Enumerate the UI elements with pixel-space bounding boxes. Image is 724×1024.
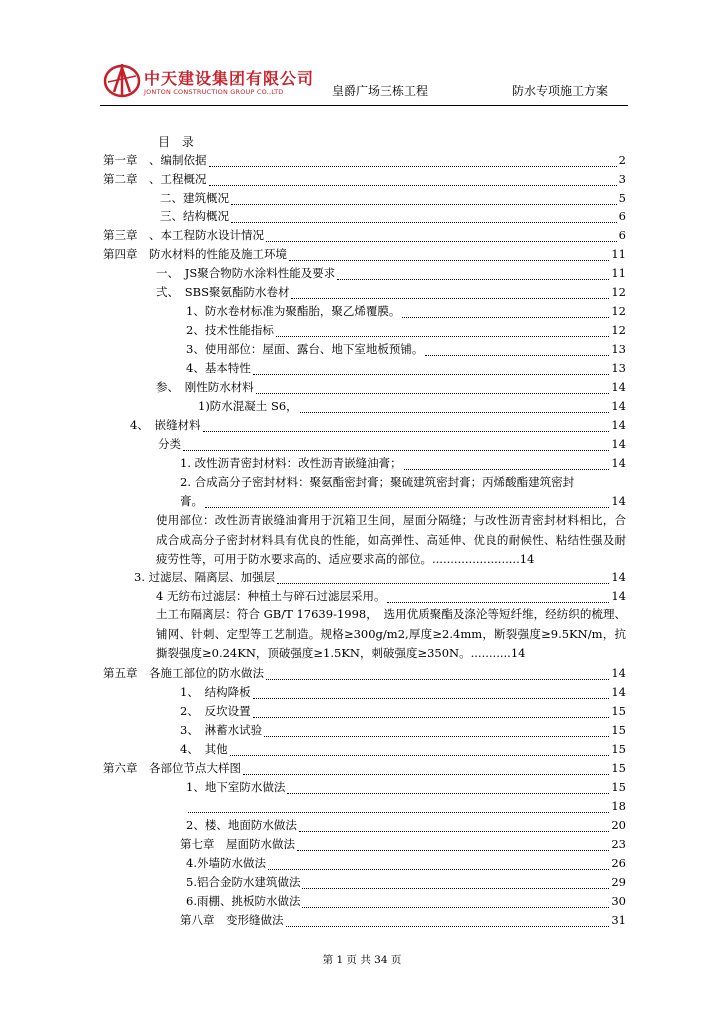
leader-dots — [291, 297, 609, 299]
toc-entry[interactable]: 3、 淋蓄水试验 15 — [180, 723, 626, 737]
leader-dots — [256, 392, 610, 394]
geotextile-paragraph: 土工布隔离层：符合 GB/T 17639-1998， 选用优质聚酯及涤沦等短纤维，经纺织的梳理、铺网、针刺、定型等工艺制造。规格≥300g/m2,厚度≥2.4mm，断裂强度≥9.5KN/m，抗撕裂强度≥0.24KN，顶破强度≥1.5KN，刺破强度≥350N。...........14 — [156, 607, 626, 660]
toc-entry[interactable]: 第一章 、编制依据 2 — [103, 153, 626, 167]
leader-dots — [264, 735, 609, 737]
page-footer: 第 1 页 共 34 页 — [322, 954, 402, 966]
leader-dots — [253, 697, 610, 699]
leader-dots — [287, 792, 609, 794]
leader-dots — [276, 335, 610, 337]
toc-entry[interactable]: 4、 嵌缝材料 14 — [130, 418, 626, 432]
toc-entry[interactable]: 第二章 、工程概况 3 — [103, 172, 626, 186]
toc-entry[interactable]: 1、地下室防水做法 15 — [186, 780, 626, 794]
toc-entry[interactable]: 4、 其他 15 — [180, 742, 626, 756]
toc-entry[interactable]: 1、 结构降板 14 — [180, 685, 626, 699]
toc-entry[interactable]: 弍、 SBS聚氨酯防水卷材 12 — [156, 285, 626, 299]
geotextile-paragraph-text: 土工布隔离层：符合 GB/T 17639-1998， 选用优质聚酯及涤沦等短纤维，经纺织的梳理、铺网、针刺、定型等工艺制造。规格≥300g/m2,厚度≥2.4mm，断裂强度≥9.5KN/m，抗撕裂强度≥0.24KN，顶破强度≥1.5KN，刺破强度≥350N。 — [156, 607, 626, 660]
toc-entry[interactable]: 3、使用部位：屋面、露台、地下室地板预铺。 13 — [186, 342, 626, 356]
toc-entry[interactable]: 5.铝合金防水建筑做法 29 — [186, 875, 626, 889]
toc-entry[interactable]: 1、防水卷材标准为聚酯胎，聚乙烯覆膜。 12 — [186, 304, 626, 318]
leader-dots — [209, 184, 617, 186]
leader-dots — [268, 868, 609, 870]
leader-dots — [205, 506, 609, 508]
leader-dots — [231, 221, 617, 223]
leader-dots — [183, 449, 609, 451]
toc-entry[interactable]: 膏。 14 — [180, 494, 626, 508]
leader-dots — [297, 849, 609, 851]
toc-entry[interactable]: 2、技术性能指标 12 — [186, 323, 626, 337]
page-header — [100, 58, 628, 106]
company-name-cn: 中天建设集团有限公司 — [144, 69, 315, 88]
toc-entry[interactable]: 第五章 各施工部位的防水做法 14 — [103, 666, 626, 680]
toc-entry[interactable]: 三、结构概况 6 — [160, 209, 626, 223]
leader-dots — [203, 430, 610, 432]
leader-dots — [253, 373, 610, 375]
leader-dots — [266, 240, 617, 242]
leader-dots — [253, 716, 610, 718]
toc-entry[interactable]: 第三章 、本工程防水设计情况 6 — [103, 228, 626, 242]
leader-dots — [402, 316, 609, 318]
toc-entry[interactable]: 3. 过滤层、隔离层、加强层 14 — [134, 570, 626, 584]
toc-entry[interactable]: 1. 改性沥青密封材料：改性沥青嵌缝油膏； 14 — [180, 456, 626, 470]
leader-dots — [299, 830, 610, 832]
leader-dots — [289, 259, 609, 261]
leader-dots — [302, 906, 609, 908]
toc-entry[interactable]: 参、 刚性防水材料 14 — [156, 380, 626, 394]
toc-entry[interactable]: 一、 JS聚合物防水涂料性能及要求 11 — [156, 266, 626, 280]
usage-paragraph-text: 使用部位：改性沥青嵌缝油膏用于沉箱卫生间，屋面分隔缝；与改性沥青密封材料相比，合成合成高分子密封材料具有优良的性能，如高弹性、高延伸、优良的耐候性、粘结性强及耐疲劳性等，可用于防水要求高的、适应要求高的部位。 — [156, 513, 626, 566]
leader-dots — [231, 203, 617, 205]
leader-dots — [230, 754, 610, 756]
toc-title: 目 录 — [158, 135, 198, 149]
leader-dots — [302, 887, 609, 889]
leader-dots — [404, 468, 610, 470]
toc-entry[interactable]: 4、基本特性 13 — [186, 361, 626, 375]
toc-entry[interactable]: 2、 反坎设置 15 — [180, 704, 626, 718]
toc-entry[interactable]: 二、建筑概况 5 — [160, 191, 626, 205]
leader-dots — [266, 678, 609, 680]
toc-entry[interactable]: 1)防水混凝土 S6， 14 — [198, 399, 626, 413]
leader-dots — [425, 354, 609, 356]
toc-entry[interactable]: 18 — [0, 797, 626, 816]
usage-paragraph: 使用部位：改性沥青嵌缝油膏用于沉箱卫生间，屋面分隔缝；与改性沥青密封材料相比，合成合成高分子密封材料具有优良的性能，如高弹性、高延伸、优良的耐候性、粘结性强及耐疲劳性等，可用于防水要求高的、适应要求高的部位。........................14 — [156, 513, 626, 566]
geotextile-paragraph-page: 14 — [510, 646, 526, 660]
toc-entry[interactable]: 6.雨棚、挑板防水做法 30 — [186, 894, 626, 908]
leader-dots — [300, 411, 610, 413]
toc-entry[interactable]: 第六章 各部位节点大样图 15 — [103, 761, 626, 775]
leader-dots — [243, 773, 609, 775]
leader-dots — [337, 278, 609, 280]
usage-paragraph-page: 14 — [519, 552, 535, 566]
leader-dots — [188, 811, 609, 813]
toc-entry[interactable]: 4 无纺布过滤层：种植土与碎石过滤层采用。 14 — [156, 589, 626, 603]
leader-dots — [286, 925, 610, 927]
toc-entry[interactable]: 第四章 防水材料的性能及施工环境 11 — [103, 247, 626, 261]
toc-entry[interactable]: 分类 14 — [158, 437, 626, 451]
leader-dots — [277, 582, 609, 584]
document-type: 防水专项施工方案 — [511, 84, 608, 98]
leader-dots — [209, 165, 617, 167]
toc-entry[interactable]: 4.外墙防水做法 26 — [186, 856, 626, 870]
project-name: 皇爵广场三栋工程 — [332, 84, 429, 98]
toc-entry[interactable]: 第八章 变形缝做法 31 — [180, 913, 626, 927]
toc-entry[interactable]: 2、楼、地面防水做法 20 — [186, 818, 626, 832]
toc-entry[interactable]: 第七章 屋面防水做法 23 — [180, 837, 626, 851]
leader-dots — [387, 601, 609, 603]
toc-entry[interactable]: 2. 合成高分子密封材料：聚氨酯密封膏；聚硫建筑密封膏；丙烯酸酯建筑密封 — [180, 475, 575, 489]
company-name-en: JONTON CONSTRUCTION GROUP CO.,LTD — [144, 88, 284, 96]
company-logo-icon — [102, 62, 142, 98]
